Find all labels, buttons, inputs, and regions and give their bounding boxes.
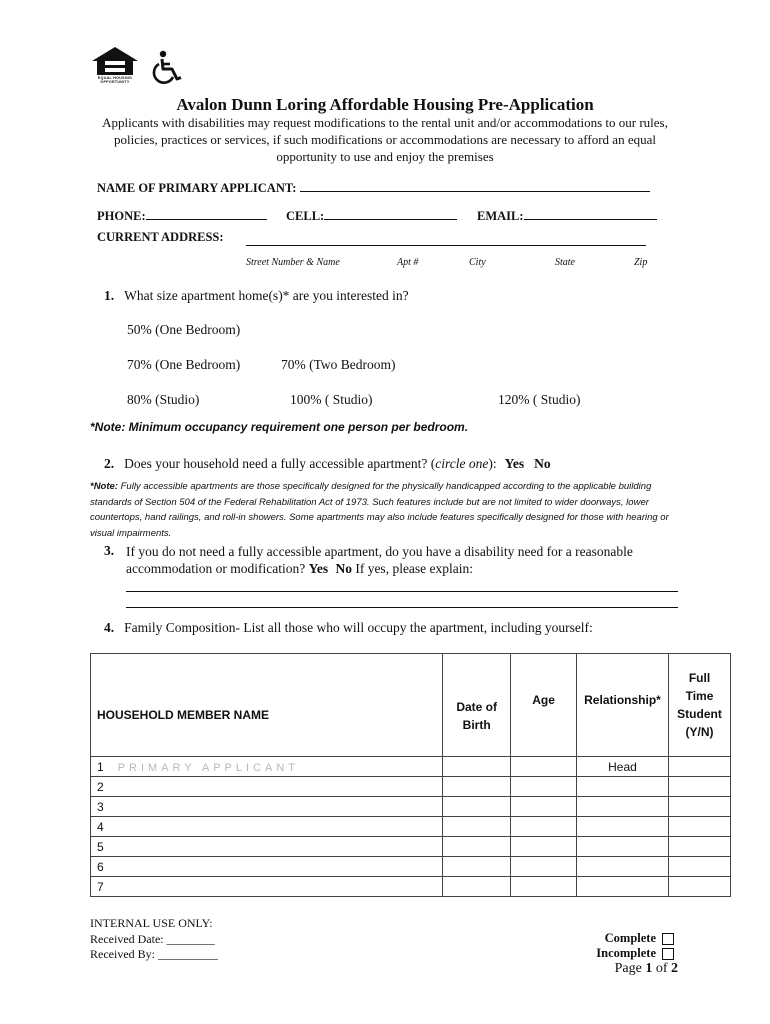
internal-use-section — [90, 916, 218, 963]
dob-cell[interactable] — [443, 777, 511, 797]
question-4 — [104, 619, 593, 637]
relationship-cell[interactable] — [577, 817, 669, 837]
email-input[interactable] — [524, 208, 657, 220]
primary-applicant-label: NAME OF PRIMARY APPLICANT: — [97, 181, 297, 195]
page-current: 1 — [645, 961, 653, 976]
phone-input[interactable] — [146, 208, 267, 220]
question-1-number: 1. — [104, 288, 115, 303]
relationship-cell[interactable] — [577, 837, 669, 857]
table-row — [91, 777, 731, 797]
address-city-label: City — [469, 257, 486, 268]
question-3-yes[interactable]: Yes — [308, 561, 329, 576]
table-row — [91, 797, 731, 817]
question-4-number: 4. — [104, 620, 115, 635]
accessibility-logo — [150, 50, 186, 84]
page-prefix: Page — [614, 961, 642, 976]
member-name-cell[interactable] — [91, 797, 443, 817]
row-number: 7 — [97, 879, 104, 894]
primary-applicant-field — [97, 180, 650, 196]
address-street-label: Street Number & Name — [246, 257, 340, 268]
table-row — [91, 757, 731, 777]
option-100-studio[interactable]: 100% ( Studio) — [290, 392, 373, 407]
equal-housing-text: EQUAL HOUSING OPPORTUNITY — [97, 76, 133, 84]
accessible-note-label: *Note: — [90, 481, 118, 492]
table-row — [91, 837, 731, 857]
complete-label: Complete — [604, 931, 656, 945]
accessible-note-text: Fully accessible apartments are those specifically designed for the physically handicapped according to the applicable building standards of Section 504 of the Federal Rehabilitation Act of 1973. Such features include but are not limited to wider doorways, lower countertops, hand railings, and roll-in showers. Some apartments may also include features specifically designed for those with hearing or visual impairments. — [90, 481, 669, 539]
header-full-time-student: Full Time Student (Y/N) — [668, 654, 730, 757]
primary-applicant-placeholder: PRIMARY APPLICANT — [117, 761, 299, 774]
dob-cell[interactable] — [443, 797, 511, 817]
option-70-two-bedroom[interactable]: 70% (Two Bedroom) — [281, 357, 396, 372]
email-field — [477, 208, 657, 224]
age-cell[interactable] — [511, 757, 577, 777]
question-2-yes[interactable]: Yes — [504, 456, 525, 471]
row-number: 6 — [97, 859, 104, 874]
cell-field — [286, 208, 457, 224]
member-name-cell[interactable] — [91, 837, 443, 857]
question-3-explain: If yes, please explain: — [355, 561, 474, 576]
option-120-studio[interactable]: 120% ( Studio) — [498, 392, 581, 407]
complete-checkbox[interactable] — [662, 933, 674, 945]
age-cell[interactable] — [511, 797, 577, 817]
question-2 — [104, 455, 551, 473]
relationship-cell[interactable] — [577, 797, 669, 817]
page-number — [615, 961, 678, 977]
student-cell[interactable] — [668, 877, 730, 897]
table-header-row — [91, 654, 731, 757]
question-3-no[interactable]: No — [335, 561, 352, 576]
relationship-cell[interactable] — [577, 857, 669, 877]
dob-cell[interactable] — [443, 857, 511, 877]
row-number: 2 — [97, 779, 104, 794]
accessible-apartment-note — [90, 479, 670, 541]
member-name-cell[interactable] — [91, 877, 443, 897]
student-cell[interactable] — [668, 817, 730, 837]
incomplete-checkbox[interactable] — [662, 948, 674, 960]
header-age: Age — [511, 654, 577, 757]
dob-cell[interactable] — [443, 817, 511, 837]
question-2-text-end: ): — [488, 456, 497, 471]
question-2-no[interactable]: No — [534, 456, 551, 471]
member-name-cell[interactable] — [91, 777, 443, 797]
row-number: 5 — [97, 839, 104, 854]
student-cell[interactable] — [668, 797, 730, 817]
option-80-studio[interactable]: 80% (Studio) — [127, 392, 200, 407]
complete-status — [605, 931, 674, 946]
option-70-one-bedroom[interactable]: 70% (One Bedroom) — [127, 357, 241, 372]
explanation-line-1[interactable] — [126, 591, 678, 592]
dob-cell[interactable] — [443, 837, 511, 857]
email-label: EMAIL: — [477, 209, 524, 223]
header-household-member-name: HOUSEHOLD MEMBER NAME — [91, 654, 443, 757]
current-address-input[interactable] — [246, 245, 646, 246]
header-relationship: Relationship* — [577, 654, 669, 757]
table-row — [91, 877, 731, 897]
address-apt-label: Apt # — [397, 257, 419, 268]
relationship-cell[interactable] — [577, 877, 669, 897]
internal-use-label: INTERNAL USE ONLY: — [90, 916, 213, 930]
student-cell[interactable] — [668, 777, 730, 797]
address-state-label: State — [555, 257, 575, 268]
question-3 — [126, 543, 686, 577]
age-cell[interactable] — [511, 877, 577, 897]
member-name-cell[interactable] — [91, 857, 443, 877]
page-title: Avalon Dunn Loring Affordable Housing Pre-Application — [176, 95, 594, 114]
received-by: Received By: __________ — [90, 947, 218, 961]
wheelchair-icon — [150, 50, 186, 84]
question-1 — [104, 287, 409, 305]
header-date-of-birth: Date of Birth — [443, 654, 511, 757]
table-row — [91, 817, 731, 837]
relationship-cell[interactable] — [577, 777, 669, 797]
question-3-number: 3. — [104, 543, 115, 558]
phone-label: PHONE: — [97, 209, 146, 223]
household-members-table — [90, 653, 731, 897]
occupancy-note: *Note: Minimum occupancy requirement one person per bedroom. — [90, 420, 469, 434]
student-cell[interactable] — [668, 757, 730, 777]
option-50-one-bedroom[interactable]: 50% (One Bedroom) — [127, 322, 241, 337]
student-cell[interactable] — [668, 837, 730, 857]
question-2-text: Does your household need a fully accessible apartment? ( — [124, 456, 436, 471]
question-2-number: 2. — [104, 456, 115, 471]
member-name-cell[interactable] — [91, 817, 443, 837]
question-2-circle-one: circle one — [435, 456, 489, 471]
equal-housing-logo — [90, 45, 140, 87]
row-number: 4 — [97, 819, 104, 834]
age-cell[interactable] — [511, 777, 577, 797]
received-date: Received Date: ________ — [90, 931, 215, 946]
cell-label: CELL: — [286, 209, 325, 223]
page-total: 2 — [671, 961, 678, 976]
dob-cell[interactable] — [443, 877, 511, 897]
current-address-label: CURRENT ADDRESS: — [97, 230, 224, 244]
age-cell[interactable] — [511, 857, 577, 877]
member-name-cell[interactable] — [91, 757, 443, 777]
age-cell[interactable] — [511, 817, 577, 837]
primary-applicant-input[interactable] — [300, 180, 650, 192]
relationship-cell[interactable]: Head — [577, 757, 669, 777]
cell-input[interactable] — [324, 208, 457, 220]
row-number: 3 — [97, 799, 104, 814]
row-number: 1 — [97, 759, 104, 774]
page-of: of — [655, 961, 668, 976]
accommodation-notice: Applicants with disabilities may request modifications to the rental unit and/or accommodations to our rules, policies, practices or services, if such modifications or accommodations are necessary to afford an equal opportunity to use and enjoy the premises — [102, 115, 668, 164]
question-4-text: Family Composition- List all those who will occupy the apartment, including yourself: — [124, 620, 593, 635]
incomplete-label: Incomplete — [596, 946, 656, 960]
phone-field — [97, 208, 267, 224]
explanation-line-2[interactable] — [126, 607, 678, 608]
dob-cell[interactable] — [443, 757, 511, 777]
student-cell[interactable] — [668, 857, 730, 877]
address-zip-label: Zip — [634, 257, 648, 268]
age-cell[interactable] — [511, 837, 577, 857]
incomplete-status — [596, 946, 674, 961]
question-3-text: If you do not need a fully accessible apartment, do you have a disability need for a reasonable accommodation or modification? — [126, 544, 633, 576]
question-1-text: What size apartment home(s)* are you interested in? — [124, 288, 409, 303]
table-row — [91, 857, 731, 877]
